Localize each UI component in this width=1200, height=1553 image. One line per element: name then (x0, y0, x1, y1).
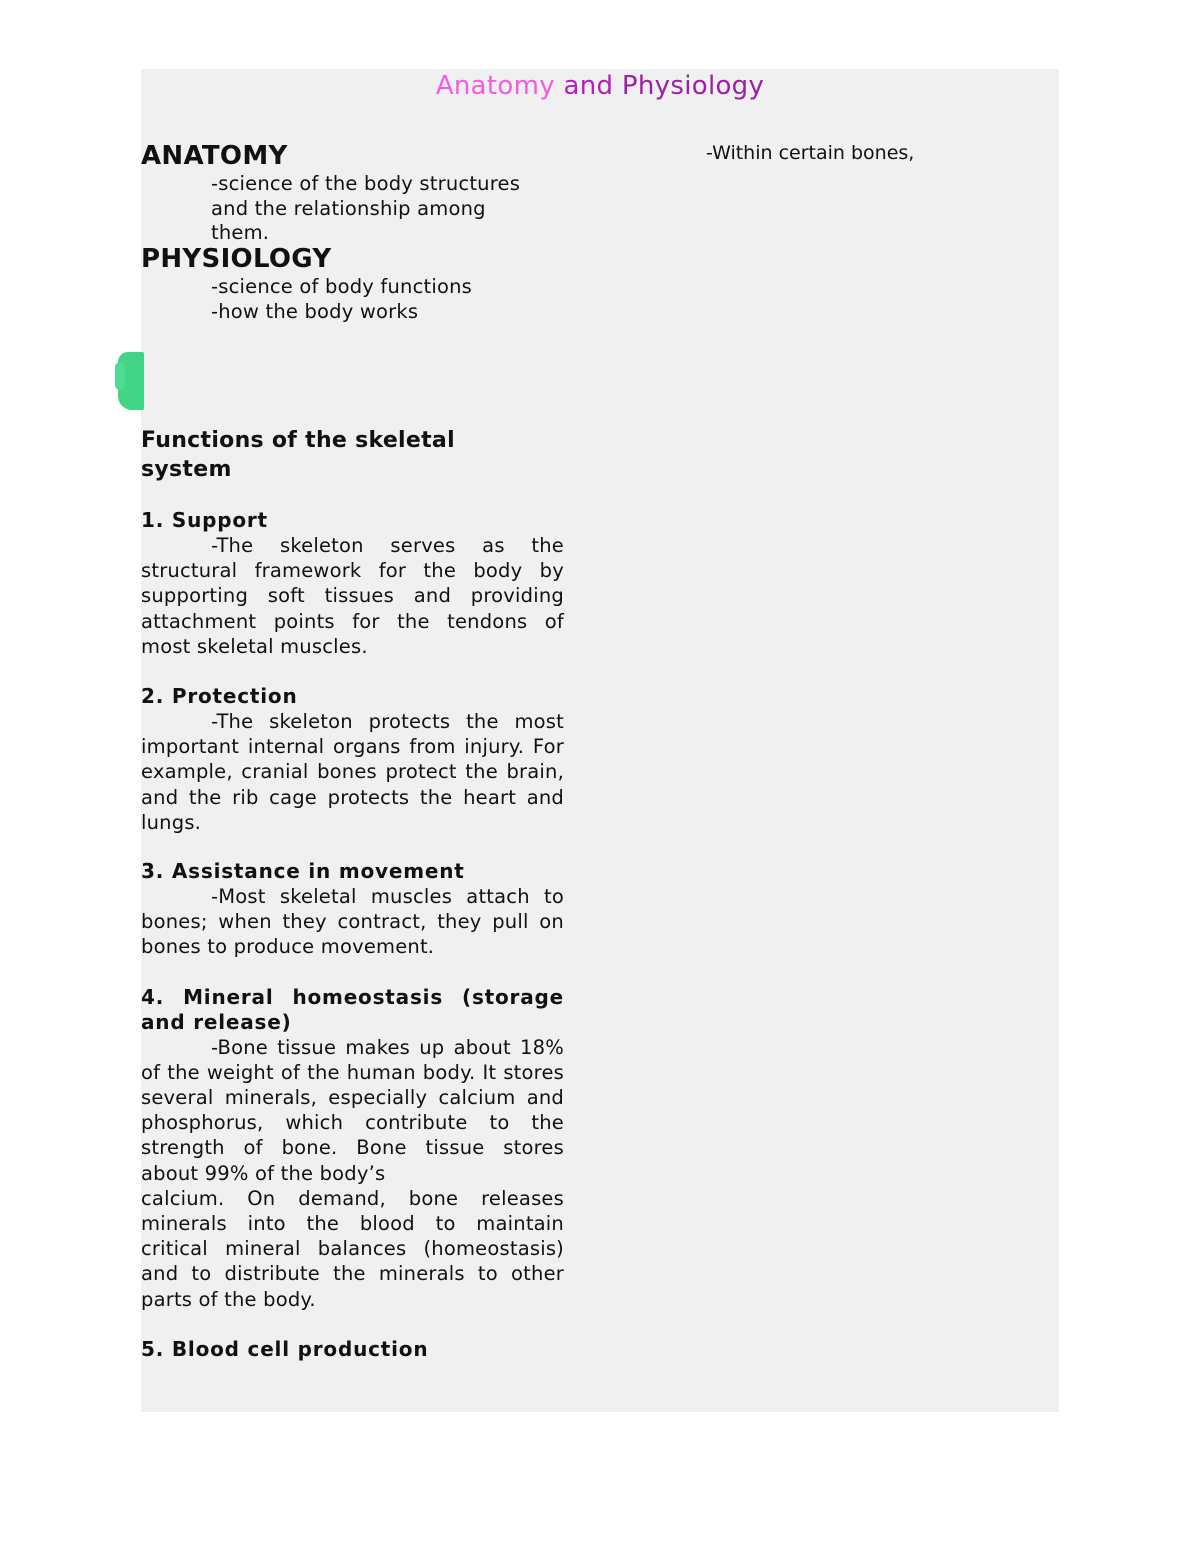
function-title-protection: 2. Protection (141, 684, 298, 709)
anatomy-line-2: and the relationship among (211, 197, 486, 220)
anatomy-line-1: -science of the body structures (211, 172, 521, 195)
right-column-text: -Within certain bones, (706, 142, 915, 164)
anatomy-line-3: them. (211, 221, 270, 244)
function-text-movement: -Most skeletal muscles attach to bones; when they contract, they pull on bones to produce movement. (141, 885, 564, 959)
document-page (141, 69, 1059, 1412)
right-column (706, 141, 1036, 166)
physiology-heading: PHYSIOLOGY (141, 244, 332, 274)
function-text-mineral: -Bone tissue makes up about 18% of the weight of the human body. It stores several minerals, especially calcium and phosphorus, which contribute to the strength of bone. Bone tissue stores about 99% of the body’s (141, 1035, 564, 1185)
function-text-support: -The skeleton serves as the structural framework for the body by supporting soft tissues and providing attachment points for the tendons of most skeletal muscles. (141, 534, 564, 658)
physiology-line-2: -how the body works (211, 300, 419, 323)
title-word-and: and (563, 71, 614, 101)
function-title-mineral: 4. Mineral homeostasis (storage and release) (141, 984, 564, 1034)
physiology-line-1: -science of body functions (211, 275, 473, 298)
title-word-physiology: Physiology (621, 71, 765, 101)
title-word-anatomy: Anatomy (435, 71, 555, 101)
function-title-blood-cell: 5. Blood cell production (141, 1336, 429, 1361)
highlight-mark (118, 352, 144, 410)
function-text-mineral-continued: calcium. On demand, bone releases minerals into the blood to maintain critical mineral balances (homeostasis) and to distribute the minerals to other parts of the body. (141, 1186, 564, 1311)
left-column (141, 141, 564, 1362)
function-title-movement: 3. Assistance in movement (141, 859, 465, 884)
document-title (141, 69, 1059, 103)
functions-heading-line-1: Functions of the skeletal (141, 428, 455, 453)
anatomy-heading: ANATOMY (141, 141, 288, 171)
function-title-support: 1. Support (141, 508, 268, 532)
functions-heading-line-2: system (141, 457, 232, 482)
function-text-protection: -The skeleton protects the most important internal organs from injury. For example, cranial bones protect the brain, and the rib cage protects the heart and lungs. (141, 710, 564, 834)
